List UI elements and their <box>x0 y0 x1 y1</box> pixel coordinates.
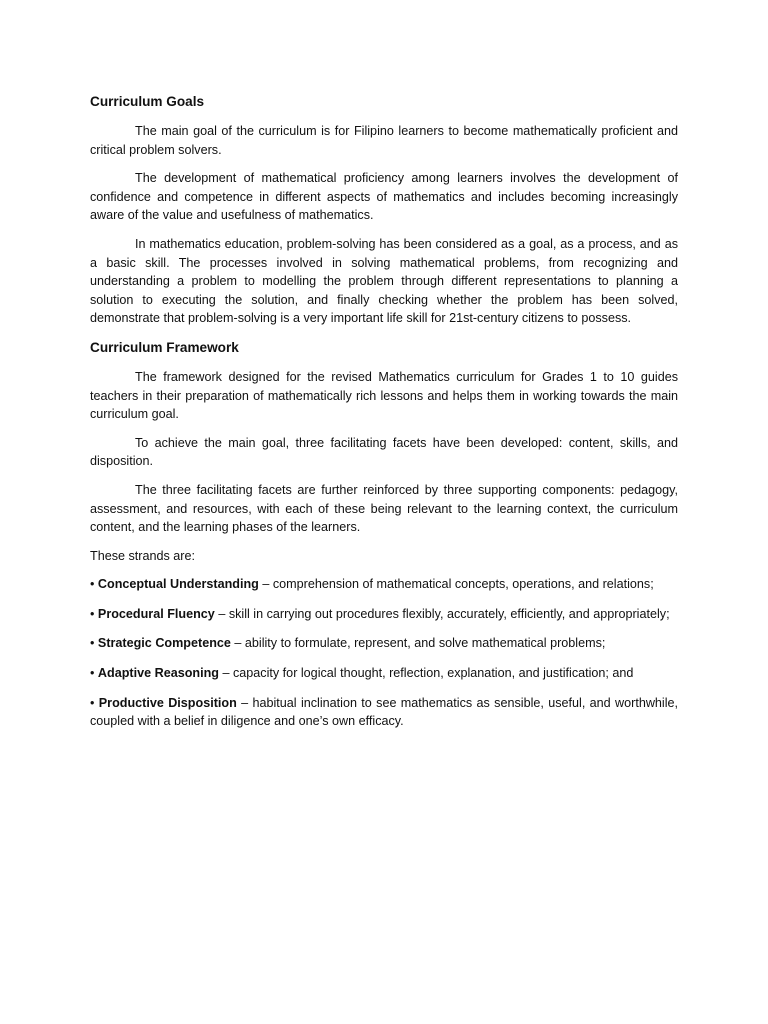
bullet-mark: • <box>90 666 95 681</box>
bullet-mark: • <box>90 636 95 651</box>
strand-item <box>90 575 678 594</box>
strand-description: – ability to formulate, represent, and solve mathematical problems; <box>234 636 606 651</box>
strands-intro: These strands are: <box>90 548 195 563</box>
document-content <box>90 92 678 742</box>
bullet-mark: • <box>90 695 95 710</box>
strand-description: – comprehension of mathematical concepts, operations, and relations; <box>262 577 654 592</box>
strand-description: – capacity for logical thought, reflection, explanation, and justification; and <box>222 666 634 681</box>
framework-paragraph-3: The three facilitating facets are further reinforced by three supporting components: pedagogy, assessment, and resources, with each of these being relevant to the learning context, the curriculum content, and the learning phases of the learners. <box>90 482 678 535</box>
framework-paragraph-2: To achieve the main goal, three facilitating facets have been developed: content, skills, and disposition. <box>90 435 678 469</box>
bullet-mark: • <box>90 606 95 621</box>
strand-item <box>90 634 678 653</box>
strand-item <box>90 605 678 624</box>
strand-term: Adaptive Reasoning <box>97 666 219 681</box>
curriculum-framework-heading: Curriculum Framework <box>90 339 239 355</box>
strand-item <box>90 664 678 683</box>
goals-paragraph-2: The development of mathematical proficiency among learners involves the development of confidence and competence in different aspects of mathematics and includes becoming increasingly aware of the value and usefulness of mathematics. <box>90 171 678 223</box>
curriculum-goals-heading: Curriculum Goals <box>90 94 205 109</box>
strand-term: Strategic Competence <box>97 636 231 651</box>
strand-description: – habitual inclination to see mathematics as sensible, useful, and worthwhile, coupled with a belief in diligence and one’s own efficacy. <box>90 695 679 729</box>
framework-paragraph-1: The framework designed for the revised Mathematics curriculum for Grades 1 to 10 guides teachers in their preparation of mathematically rich lessons and helps them in working towards the main curriculum goal. <box>90 369 678 422</box>
strand-item <box>90 694 678 731</box>
strand-term: Procedural Fluency <box>97 606 215 621</box>
goals-paragraph-3: In mathematics education, problem-solving has been considered as a goal, as a process, and as a basic skill. The processes involved in solving mathematical problems, from recognizing and understanding a problem to modelling the problem through different representations to planning a solution to executing the solution, and finally checking whether the problem has been solved, demonstrate that problem-solving is a very important life skill for 21st-century citizens to possess. <box>90 236 678 326</box>
strand-term: Conceptual Understanding <box>97 577 259 592</box>
strand-term: Productive Disposition <box>98 695 237 710</box>
goals-paragraph-1: The main goal of the curriculum is for Filipino learners to become mathematically proficient and critical problem solvers. <box>90 124 678 157</box>
strand-description: – skill in carrying out procedures flexibly, accurately, efficiently, and appropriately; <box>218 606 670 621</box>
bullet-mark: • <box>90 577 95 592</box>
